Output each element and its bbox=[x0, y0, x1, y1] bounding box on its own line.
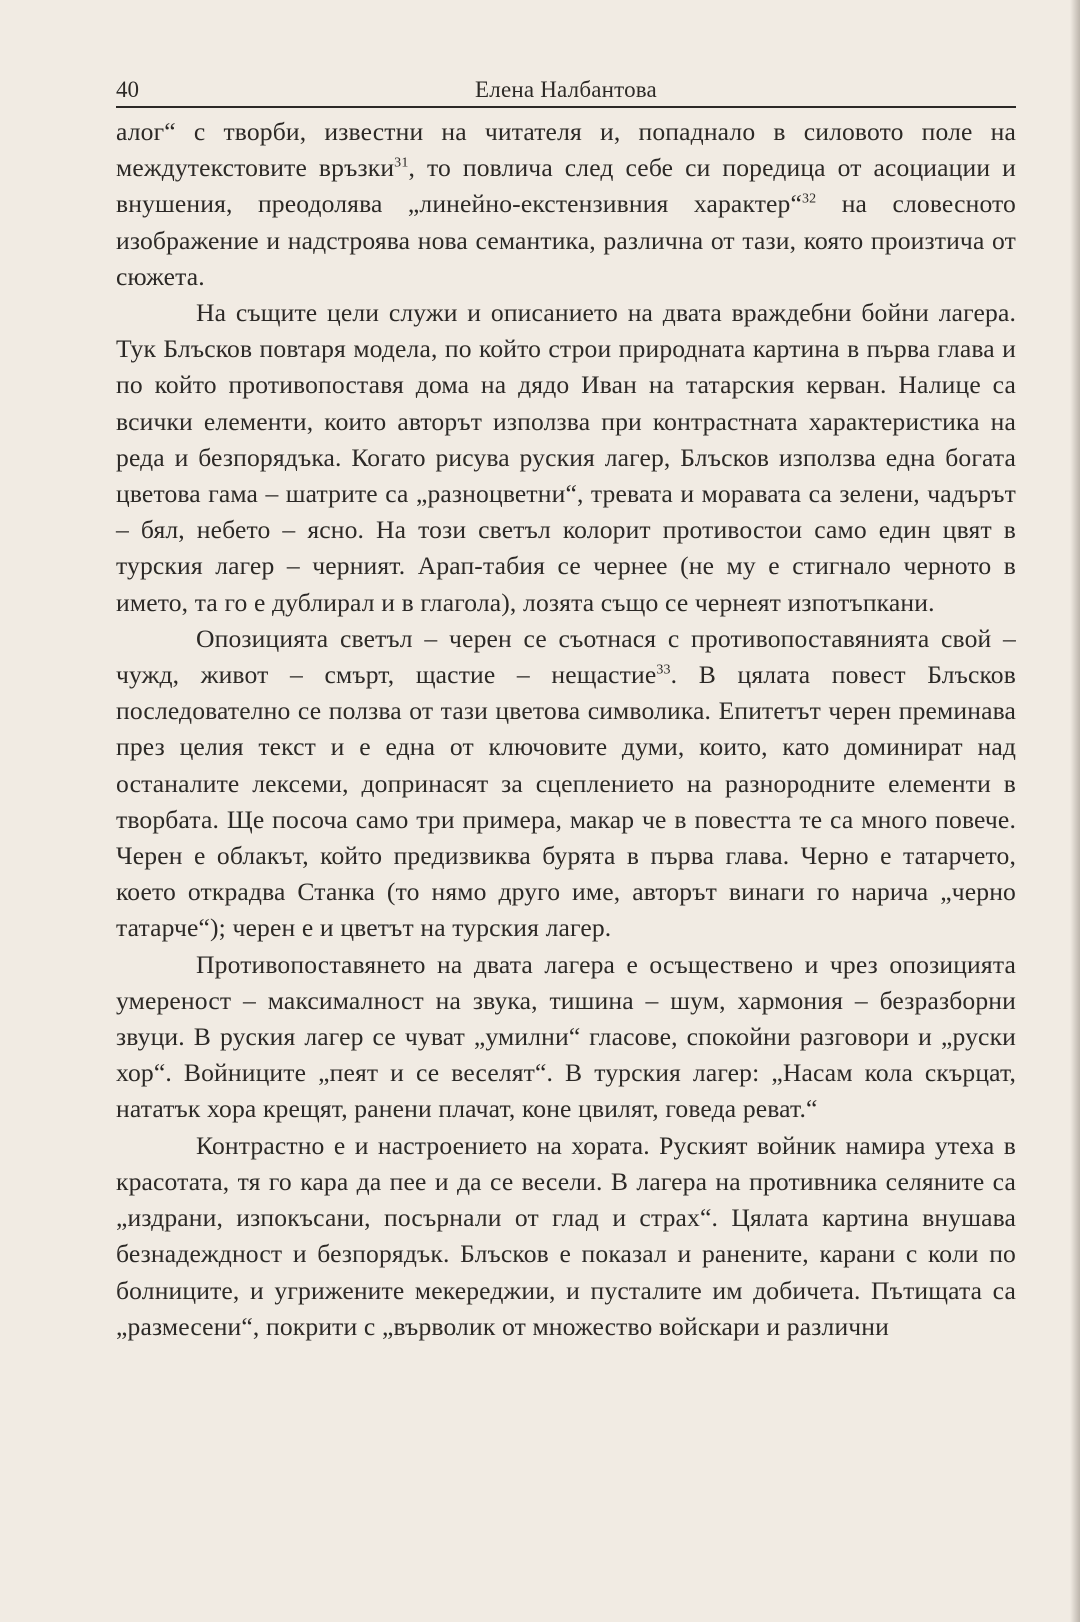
paragraph bbox=[116, 621, 1016, 947]
paragraph-text: Контрастно е и настроението на хората. Руският войник намира утеха в красотата, тя го кара да пее и да се весели. В лагера на противника селяните са „издрани, изпокъсани, посърнали от глад и страх“. Цялата картина внушава безнадеждност и безпорядък. Блъсков е показал и ранените, карани с коли по болниците, и угрижените мекереджии, и пусталите им добичета. Пътищата са „размесени“, покрити с „върволик от множество войскари и различни bbox=[116, 1130, 1016, 1341]
paragraph bbox=[116, 295, 1016, 621]
paragraph-text: , то повлича след себе си поредица от асоциации и внушения, преодолява „линейно-екстензивния характер“ bbox=[116, 153, 1016, 219]
book-page bbox=[116, 74, 1016, 1345]
paragraph bbox=[116, 947, 1016, 1128]
footnote-reference: 33 bbox=[656, 662, 671, 678]
paragraph bbox=[116, 114, 1016, 295]
paragraph-text: На същите цели служи и описанието на двата враждебни бойни лагера. Тук Блъсков повтаря модела, по който строи природната картина в първа глава и по който противопоставя дома на дядо Иван на татарския керван. Налице са всички елементи, които авторът използва при контрастната характеристика на реда и безпорядъка. Когато рисува руския лагер, Блъсков използва една богата цветова гама – шатрите са „разноцветни“, тревата и моравата са зелени, чадърът – бял, небето – ясно. На този светъл колорит противостои само един цвят в турския лагер – черният. Арап-табия се чернее (не му е стигнало черното в името, та го е дублирал и в глагола), лозята също се чернеят изпотъпкани. bbox=[116, 298, 1016, 617]
header-rule bbox=[116, 106, 1016, 108]
page-number: 40 bbox=[116, 77, 139, 102]
paragraph-text: Противопоставянето на двата лагера е осъществено и чрез опозицията умереност – максималност на звука, тишина – шум, хармония – безразборни звуци. В руския лагер се чуват „умилни“ гласове, спокойни разговори и „руски хор“. Войниците „пеят и се веселят“. В турския лагер: „Насам кола скърцат, нататък хора крещят, ранени плачат, коне цвилят, говеда реват.“ bbox=[116, 949, 1016, 1124]
paragraph-text: Опозицията светъл – черен се съотнася с противопоставянията свой – чужд, живот – смърт, щастие – нещастие bbox=[116, 623, 1016, 690]
paragraph-text: алог“ с творби, известни на читателя и, попаднало в силовото поле на междутекстовите връзки bbox=[116, 117, 1016, 183]
footnote-reference: 32 bbox=[802, 191, 817, 207]
paragraph-text: на словесното изображение и надстроява нова семантика, различна от тази, която произтича от сюжета. bbox=[116, 189, 1016, 291]
footnote-reference: 31 bbox=[394, 155, 409, 171]
running-title: Елена Налбантова bbox=[475, 77, 657, 102]
body-text bbox=[116, 114, 1016, 1345]
page-edge-shadow bbox=[1070, 0, 1080, 1622]
paragraph bbox=[116, 1128, 1016, 1345]
paragraph-text: . В цялата повест Блъсков последователно се ползва от тази цветова символика. Епитетът черен преминава през целия текст и е една от ключовите думи, които, като доминират над останалите лексеми, допринасят за сцеплението на разнородните елементи в творбата. Ще посоча само три примера, макар че в повестта те са много повече. Черен е облакът, който предизвиква бурята в първа глава. Черно е татарчето, което открадва Станка (то нямо друго име, авторът винаги го нарича „черно татарче“); черен е и цветът на турския лагер. bbox=[116, 660, 1016, 943]
running-header bbox=[116, 74, 1016, 106]
